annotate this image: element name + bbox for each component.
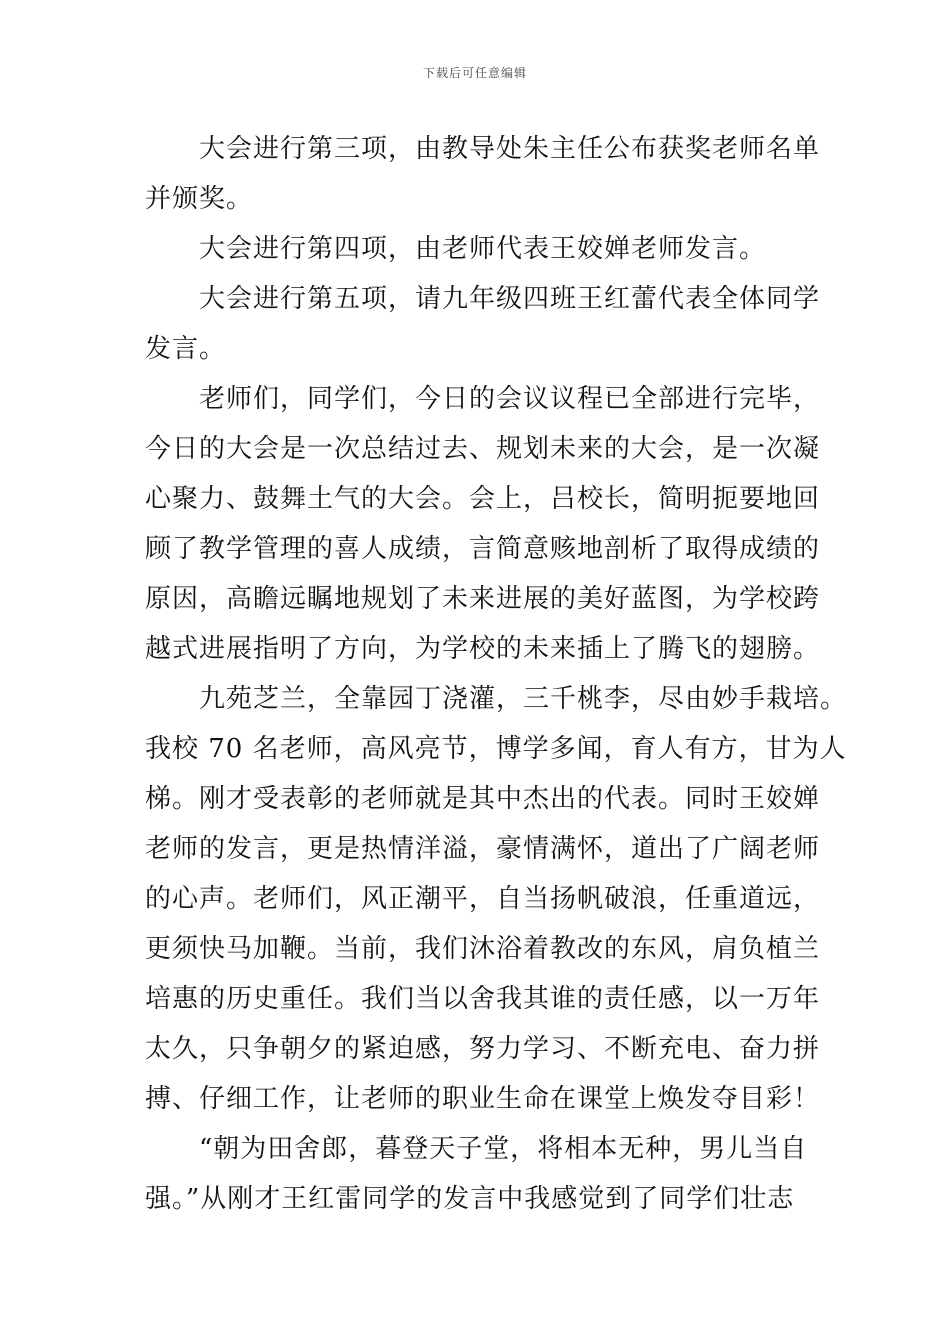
- page-header: 下载后可任意编辑: [422, 66, 527, 80]
- text-line: 老师的发言，更是热情洋溢，豪情满怀，道出了广阔老师: [145, 834, 821, 864]
- text-line: 大会进行第三项，由教导处朱主任公布获奖老师名单: [145, 134, 821, 164]
- text-line: 发言。: [145, 334, 227, 364]
- text-line: 原因，高瞻远瞩地规划了未来进展的美好蓝图，为学校跨: [145, 584, 821, 614]
- text-line: 并颁奖。: [145, 184, 254, 214]
- text-line: 培惠的历史重任。我们当以舍我其谁的责任感，以一万年: [145, 984, 821, 1014]
- text-line: 更须快马加鞭。当前，我们沐浴着教改的东风，肩负植兰: [145, 934, 821, 964]
- text-line: 心聚力、鼓舞土气的大会。会上，吕校长，简明扼要地回: [145, 484, 821, 514]
- text-line: 太久，只争朝夕的紧迫感，努力学习、不断充电、奋力拼: [145, 1034, 821, 1064]
- text-line: 搏、仔细工作，让老师的职业生命在课堂上焕发夺目彩！: [145, 1084, 821, 1114]
- text-line: 今日的大会是一次总结过去、规划未来的大会，是一次凝: [145, 434, 821, 464]
- text-line: 强。”从刚才王红雷同学的发言中我感觉到了同学们壮志: [145, 1184, 795, 1214]
- text-line: 我校 70 名老师，高风亮节，博学多闻，育人有方，甘为人: [145, 734, 847, 764]
- text-line: 顾了教学管理的喜人成绩，言简意赅地剖析了取得成绩的: [145, 534, 821, 564]
- text-line: 梯。刚才受表彰的老师就是其中杰出的代表。同时王姣婵: [145, 784, 821, 814]
- text-line: 越式进展指明了方向，为学校的未来插上了腾飞的翅膀。: [145, 634, 821, 664]
- text-line: 九苑芝兰，全靠园丁浇灌，三千桃李，尽由妙手栽培。: [145, 684, 848, 714]
- text-line: 大会进行第五项，请九年级四班王红蕾代表全体同学: [145, 284, 821, 314]
- text-line: 大会进行第四项，由老师代表王姣婵老师发言。: [145, 234, 767, 264]
- text-line: 的心声。老师们，风正潮平，自当扬帆破浪，任重道远，: [145, 884, 821, 914]
- text-line: “朝为田舍郎，暮登天子堂，将相本无种，男儿当自: [145, 1134, 808, 1164]
- text-line: 老师们，同学们，今日的会议议程已全部进行完毕，: [145, 384, 821, 414]
